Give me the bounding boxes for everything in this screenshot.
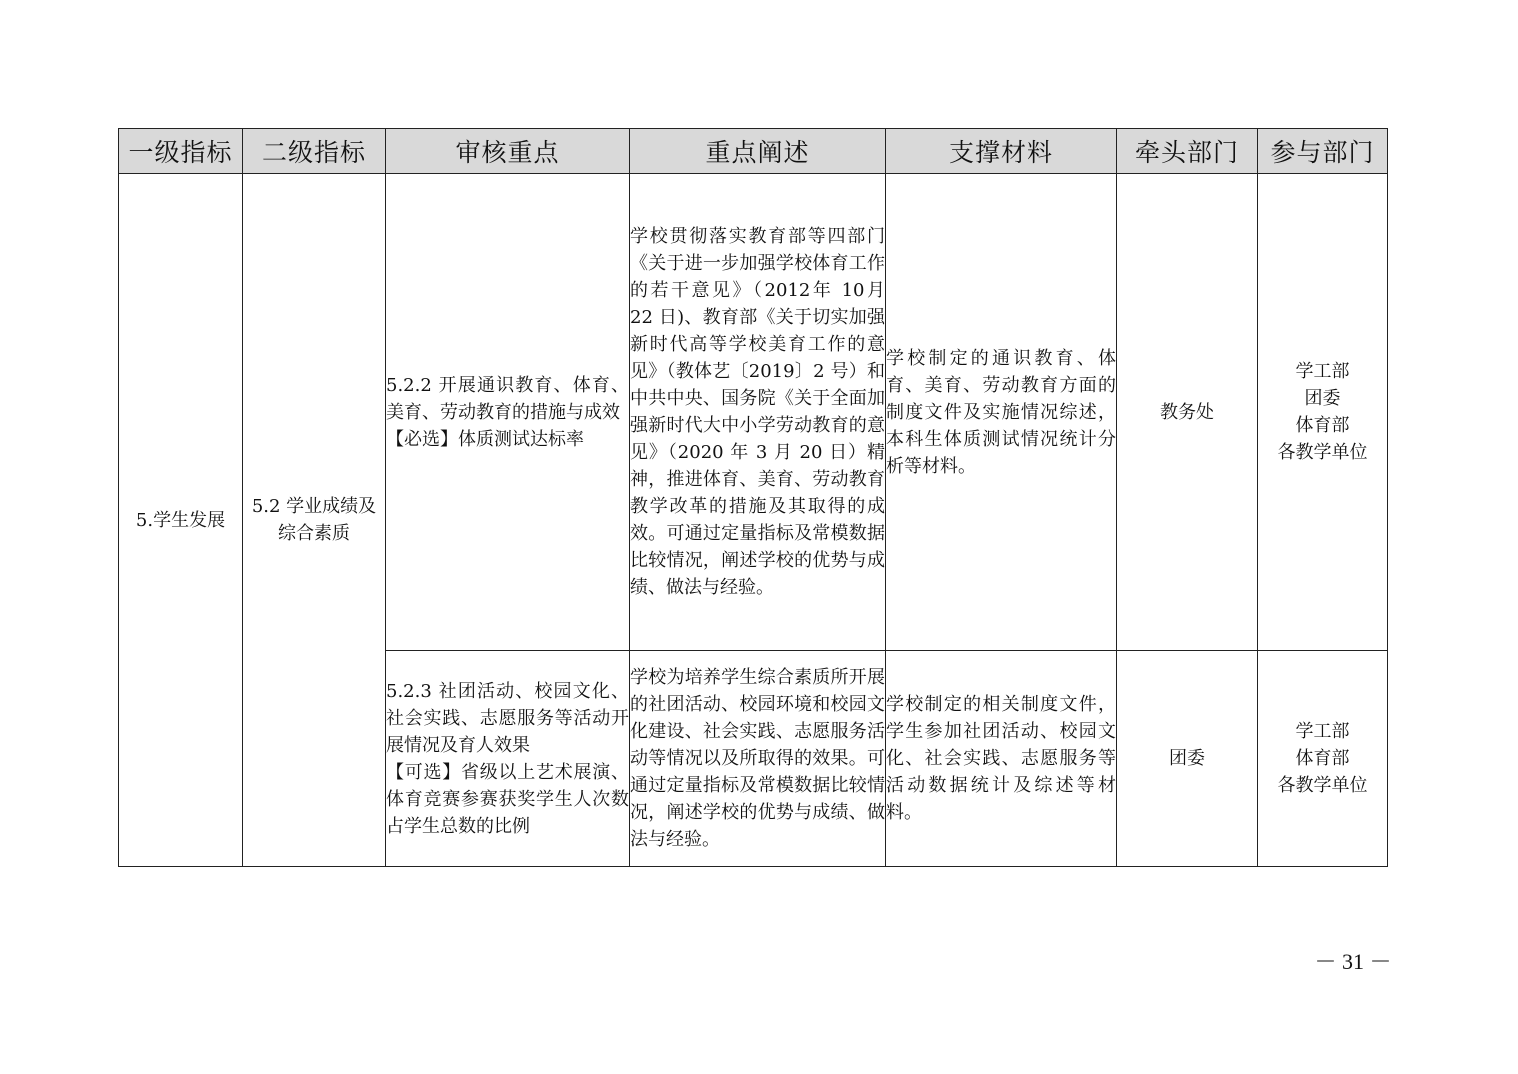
participant-dept: 各教学单位 [1277,775,1368,796]
table-header-row [119,129,1388,174]
audit-focus-option: 【可选】省级以上艺术展演、体育竞赛参赛获奖学生人次数占学生总数的比例 [386,761,629,837]
materials-text: 学校制定的通识教育、体育、美育、劳动教育方面的制度文件及实施情况综述，本科生体质测试情况统计分析等材料。 [886,347,1116,477]
header-level1: 一级指标 [119,129,243,174]
audit-focus-option: 【必选】体质测试达标率 [386,428,584,450]
level1-cell [119,174,243,867]
elaboration-cell [630,174,886,651]
elaboration-cell [630,651,886,867]
lead-dept-cell [1117,174,1258,651]
materials-cell [886,651,1117,867]
lead-dept-cell [1117,651,1258,867]
table-row [119,174,1388,651]
header-lead-dept: 牵头部门 [1117,129,1258,174]
participants-cell [1258,174,1388,651]
audit-focus-cell [386,651,630,867]
participants-cell [1258,651,1388,867]
participant-dept: 体育部 [1295,748,1350,769]
materials-cell [886,174,1117,651]
level2-cell [243,174,386,867]
page-number: － 31 － [1314,949,1392,974]
header-level2: 二级指标 [243,129,386,174]
level1-text: 5.学生发展 [135,509,226,531]
header-audit-focus: 审核重点 [386,129,630,174]
participant-dept: 体育部 [1295,415,1350,436]
participant-dept: 学工部 [1295,721,1350,742]
materials-text: 学校制定的相关制度文件，学生参加社团活动、校园文化、社会实践、志愿服务等活动数据统计及综述等材料。 [886,694,1116,823]
audit-focus-cell [386,174,630,651]
audit-focus-main: 5.2.2 开展通识教育、体育、美育、劳动教育的措施与成效 [386,374,629,423]
header-materials: 支撑材料 [886,129,1117,174]
participant-dept: 学工部 [1295,361,1350,382]
audit-index-table [118,128,1388,867]
audit-focus-main: 5.2.3 社团活动、校园文化、社会实践、志愿服务等活动开展情况及育人效果 [386,680,629,756]
participant-dept: 团委 [1304,388,1341,409]
header-participants: 参与部门 [1258,129,1388,174]
elaboration-text: 学校贯彻落实教育部等四部门《关于进一步加强学校体育工作的若干意见》（2012年 10月 22 日)、教育部《关于切实加强新时代高等学校美育工作的意见》（教体艺〔2019〕2 号）和中共中央、国务院《关于全面加强新时代大中小学劳动教育的意见》（2020 年 3 月 20 日）精神，推进体育、美育、劳动教育教学改革的措施及其取得的成效。可通过定量指标及常模数据比较情况，阐述学校的优势与成绩、做法与经验。 [630,226,885,598]
lead-dept-text: 教务处 [1160,401,1214,423]
participant-dept: 各教学单位 [1277,442,1368,463]
lead-dept-text: 团委 [1169,748,1205,769]
header-elaboration: 重点阐述 [630,129,886,174]
elaboration-text: 学校为培养学生综合素质所开展的社团活动、校园环境和校园文化建设、社会实践、志愿服务活动等情况以及所取得的效果。可通过定量指标及常模数据比较情况，阐述学校的优势与成绩、做法与经验。 [630,667,885,850]
level2-text: 5.2 学业成绩及综合素质 [251,496,377,544]
